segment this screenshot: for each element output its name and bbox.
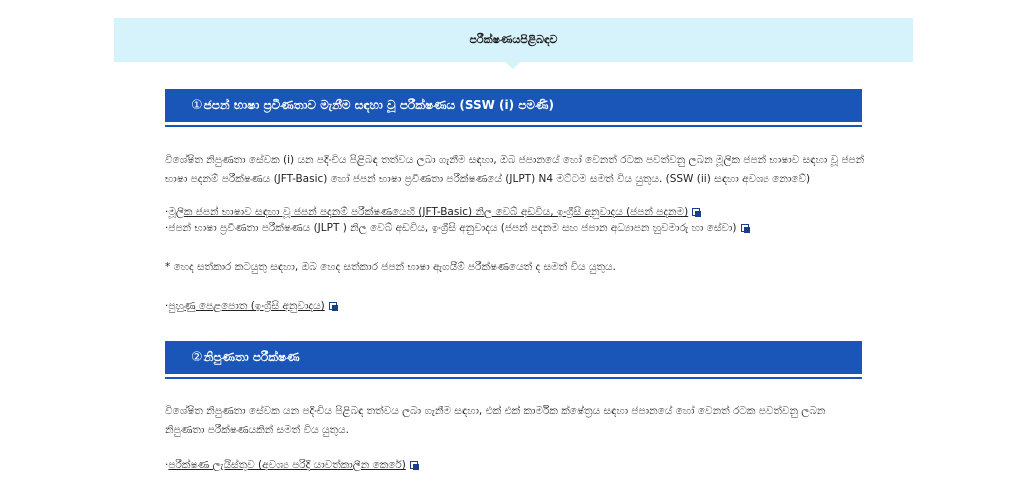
link-text[interactable]: මූලික ජපන් භාෂාව සඳහා වූ ජපන් පදනම් පරීක්ෂණයෙහි (JFT-Basic) නිල වෙබ් අඩවිය, ඉංග්‍රීසි අනුවාදය (ජපන් පදනම) xyxy=(168,206,689,218)
link-test-list[interactable]: · පරීක්ෂණ ලැයිස්තුව (අවශ්‍ය පරිදි යාවත්කාලීන කෙරේ) xyxy=(165,457,419,473)
section-title: ජපන් භාෂා ප්‍රවීණතාව මැනීම සඳහා වූ පරීක්ෂණය (SSW (i) පමණි) xyxy=(203,98,554,112)
banner-arrow-icon xyxy=(505,62,521,69)
section-header-skills-test xyxy=(165,341,862,374)
external-link-icon[interactable] xyxy=(741,224,750,233)
section-number: ① xyxy=(191,98,203,113)
page-title: පරීක්ෂණයපිළිබඳව xyxy=(469,33,558,46)
link-text[interactable]: ජපන් භාෂා ප්‍රවීණතා පරීක්ෂණය (JLPT ) නිල වෙබ් අඩවිය, ඉංග්‍රීසි අනුවාදය (ජපන් පදනම සහ ජපාන අධ්‍යාපන හුවමාරු හා සේවා) xyxy=(168,222,737,234)
section-paragraph: විශේෂිත නිපුණතා සේවක (i) යන පදිංචිය පිළිබඳ තත්වය ලබා ගැනීම සඳහා, ඔබ ජපානයේ හෝ වෙනත් රටක පවත්වනු ලබන මූලික ජපන් භාෂාව සඳහා වූ ජපන් භාෂා පදනම් පරීක්ෂණය (JFT-Basic) හෝ ජපන් භාෂා ප්‍රවීණතා පරීක්ෂණයේ (JLPT) N4 මට්ටම සමත් විය යුතුය. (SSW (ii) සඳහා අවශ්‍ය නොවේ) xyxy=(165,154,865,185)
section-number: ② xyxy=(191,350,203,365)
section-title: නිපුණතා පරීක්ෂණ xyxy=(203,350,300,364)
external-link-icon[interactable] xyxy=(692,208,701,217)
section-header-language-test xyxy=(165,89,862,122)
nursing-note: * හෙද සත්කාර කටයුතු සඳහා, ඔබ හෙද සත්කාර ජපන් භාෂා ඇගයීම් පරීක්ෂණයෙත් ද සමත් විය යුතුය. xyxy=(165,261,616,273)
link-jft-basic[interactable]: · මූලික ජපන් භාෂාව සඳහා වූ ජපන් පදනම් පරීක්ෂණයෙහි (JFT-Basic) නිල වෙබ් අඩවිය, ඉංග්‍රීසි අනුවාදය (ජපන් පදනම) xyxy=(165,204,701,220)
link-jlpt[interactable]: · ජපන් භාෂා ප්‍රවීණතා පරීක්ෂණය (JLPT ) නිල වෙබ් අඩවිය, ඉංග්‍රීසි අනුවාදය (ජපන් පදනම සහ ජපාන අධ්‍යාපන හුවමාරු හා සේවා) xyxy=(165,220,750,236)
external-link-icon[interactable] xyxy=(329,302,338,311)
page-banner xyxy=(114,18,913,62)
external-link-icon[interactable] xyxy=(410,461,419,470)
link-text[interactable]: පරීක්ෂණ ලැයිස්තුව (අවශ්‍ය පරිදි යාවත්කාලීන කෙරේ) xyxy=(168,459,406,471)
link-textbook[interactable]: · පුහුණු පෙළපොත (ඉංග්‍රීසි අනුවාදය) xyxy=(165,298,338,314)
section-paragraph: විශේෂිත නිපුණතා සේවක යන පදිංචිය පිළිබඳ තත්වය ලබා ගැනීම සඳහා, එක් එක් කාර්මික ක්ෂේත්‍රය සඳහා ජපානයේ හෝ වෙනත් රටක පවත්වනු ලබන නිපුණතා පරීක්ෂණයකින් සමත් විය යුතුය. xyxy=(165,405,826,436)
link-text[interactable]: පුහුණු පෙළපොත (ඉංග්‍රීසි අනුවාදය) xyxy=(168,300,325,312)
